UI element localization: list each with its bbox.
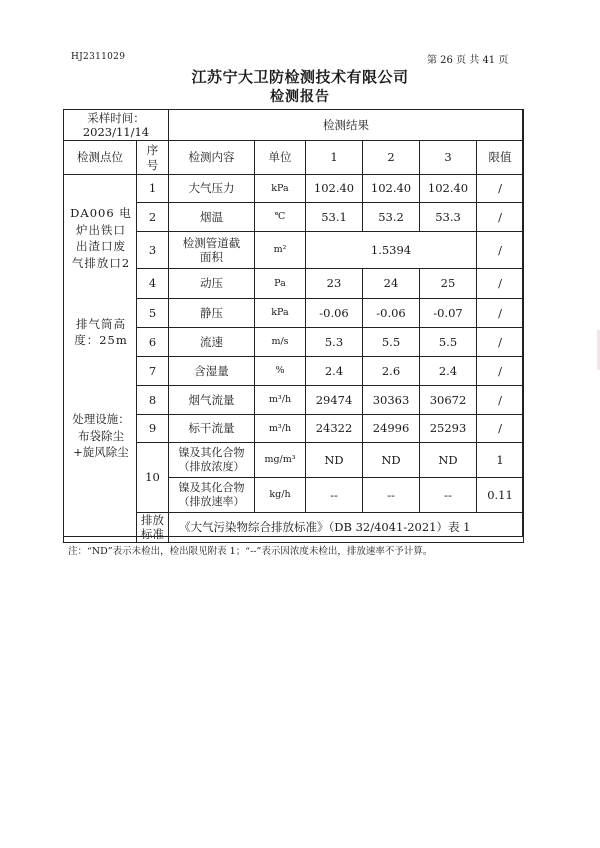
row-no: 9 xyxy=(137,415,169,443)
row-value-3: ND xyxy=(420,443,477,478)
col-run1-header: 1 xyxy=(306,141,363,175)
row-item: 镍及其化合物（排放速率） xyxy=(169,478,255,513)
row-unit: kg/h xyxy=(255,478,306,513)
row-item: 动压 xyxy=(169,269,255,299)
row-value-2: 53.2 xyxy=(363,203,420,232)
location-label: DA006 电炉出铁口出渣口废气排放口2 xyxy=(70,206,132,271)
row-limit: / xyxy=(477,386,524,415)
col-unit-header: 单位 xyxy=(255,141,306,175)
row-no: 10 xyxy=(137,443,169,513)
row-item: 静压 xyxy=(169,299,255,328)
row-unit: mg/m³ xyxy=(255,443,306,478)
row-value-3: 25293 xyxy=(420,415,477,443)
row-limit: / xyxy=(477,203,524,232)
row-value-1: ND xyxy=(306,443,363,478)
col-item-header: 检测内容 xyxy=(169,141,255,175)
footnote: 注：“ND”表示未检出，检出限见附表 1；“--”表示因浓度未检出，排放速率不予计算。 xyxy=(68,546,433,557)
row-limit: / xyxy=(477,299,524,328)
row-value-2: 30363 xyxy=(363,386,420,415)
row-value-1: -- xyxy=(306,478,363,513)
sampling-label: 采样时间： xyxy=(87,110,145,125)
report-code: HJ2311029 xyxy=(71,52,126,62)
sampling-date: 2023/11/14 xyxy=(82,125,150,139)
results-header: 检测结果 xyxy=(169,110,524,141)
row-value-2: 24996 xyxy=(363,415,420,443)
row-limit: / xyxy=(477,328,524,357)
row-value-1: 102.40 xyxy=(306,175,363,203)
stack-height-label: 排气筒高度：25m xyxy=(74,316,128,348)
row-value-3: 2.4 xyxy=(420,357,477,386)
column-header-row xyxy=(64,141,524,175)
row-unit: % xyxy=(255,357,306,386)
sampling-row xyxy=(64,110,524,141)
row-unit: m/s xyxy=(255,328,306,357)
row-item: 含湿量 xyxy=(169,357,255,386)
row-item: 标干流量 xyxy=(169,415,255,443)
row-value-1: -0.06 xyxy=(306,299,363,328)
row-no: 6 xyxy=(137,328,169,357)
row-value-2: 5.5 xyxy=(363,328,420,357)
row-item: 烟气流量 xyxy=(169,386,255,415)
row-limit: / xyxy=(477,415,524,443)
row-limit: 1 xyxy=(477,443,524,478)
row-value-1: 29474 xyxy=(306,386,363,415)
row-limit: / xyxy=(477,269,524,299)
row-no: 8 xyxy=(137,386,169,415)
row-value-2: -- xyxy=(363,478,420,513)
row-value-3: 53.3 xyxy=(420,203,477,232)
row-limit: / xyxy=(477,175,524,203)
sampling-time-cell xyxy=(64,110,169,141)
treatment-label: 处理设施：布袋除尘+旋风除尘 xyxy=(72,412,130,460)
col-location-header: 检测点位 xyxy=(64,141,137,175)
row-value-3: -- xyxy=(420,478,477,513)
row-value-3: 30672 xyxy=(420,386,477,415)
row-value-2: 24 xyxy=(363,269,420,299)
row-value-merged: 1.5394 xyxy=(306,232,477,269)
standard-value: 《大气污染物综合排放标准》（DB 32/4041-2021）表 1 xyxy=(169,513,524,543)
row-value-3: 25 xyxy=(420,269,477,299)
row-value-2: 102.40 xyxy=(363,175,420,203)
row-value-3: 102.40 xyxy=(420,175,477,203)
row-value-3: -0.07 xyxy=(420,299,477,328)
row-unit: m³/h xyxy=(255,386,306,415)
col-run2-header: 2 xyxy=(363,141,420,175)
row-unit: m³/h xyxy=(255,415,306,443)
results-table xyxy=(63,109,524,543)
col-run3-header: 3 xyxy=(420,141,477,175)
row-item: 检测管道截面积 xyxy=(169,232,255,269)
row-no: 4 xyxy=(137,269,169,299)
row-item: 大气压力 xyxy=(169,175,255,203)
row-no: 7 xyxy=(137,357,169,386)
page-info: 第 26 页 共 41 页 xyxy=(427,55,509,66)
location-cell xyxy=(64,175,137,543)
row-item: 镍及其化合物（排放浓度） xyxy=(169,443,255,478)
row-unit: m² xyxy=(255,232,306,269)
row-limit: / xyxy=(477,232,524,269)
row-value-1: 23 xyxy=(306,269,363,299)
row-value-2: 2.6 xyxy=(363,357,420,386)
row-value-1: 24322 xyxy=(306,415,363,443)
row-no: 5 xyxy=(137,299,169,328)
row-no: 3 xyxy=(137,232,169,269)
table-row xyxy=(64,175,524,203)
row-value-1: 53.1 xyxy=(306,203,363,232)
report-title: 检测报告 xyxy=(270,89,330,105)
row-limit: 0.11 xyxy=(477,478,524,513)
row-value-1: 2.4 xyxy=(306,357,363,386)
col-limit-header: 限值 xyxy=(477,141,524,175)
row-value-2: -0.06 xyxy=(363,299,420,328)
standard-label: 排放标准 xyxy=(137,513,169,543)
row-item: 烟温 xyxy=(169,203,255,232)
row-value-3: 5.5 xyxy=(420,328,477,357)
row-unit: kPa xyxy=(255,299,306,328)
row-unit: Pa xyxy=(255,269,306,299)
row-value-1: 5.3 xyxy=(306,328,363,357)
col-no-header: 序号 xyxy=(137,141,169,175)
row-item: 流速 xyxy=(169,328,255,357)
row-unit: ℃ xyxy=(255,203,306,232)
company-name: 江苏宁大卫防检测技术有限公司 xyxy=(191,68,409,86)
row-unit: kPa xyxy=(255,175,306,203)
row-value-2: ND xyxy=(363,443,420,478)
row-no: 1 xyxy=(137,175,169,203)
row-limit: / xyxy=(477,357,524,386)
row-no: 2 xyxy=(137,203,169,232)
